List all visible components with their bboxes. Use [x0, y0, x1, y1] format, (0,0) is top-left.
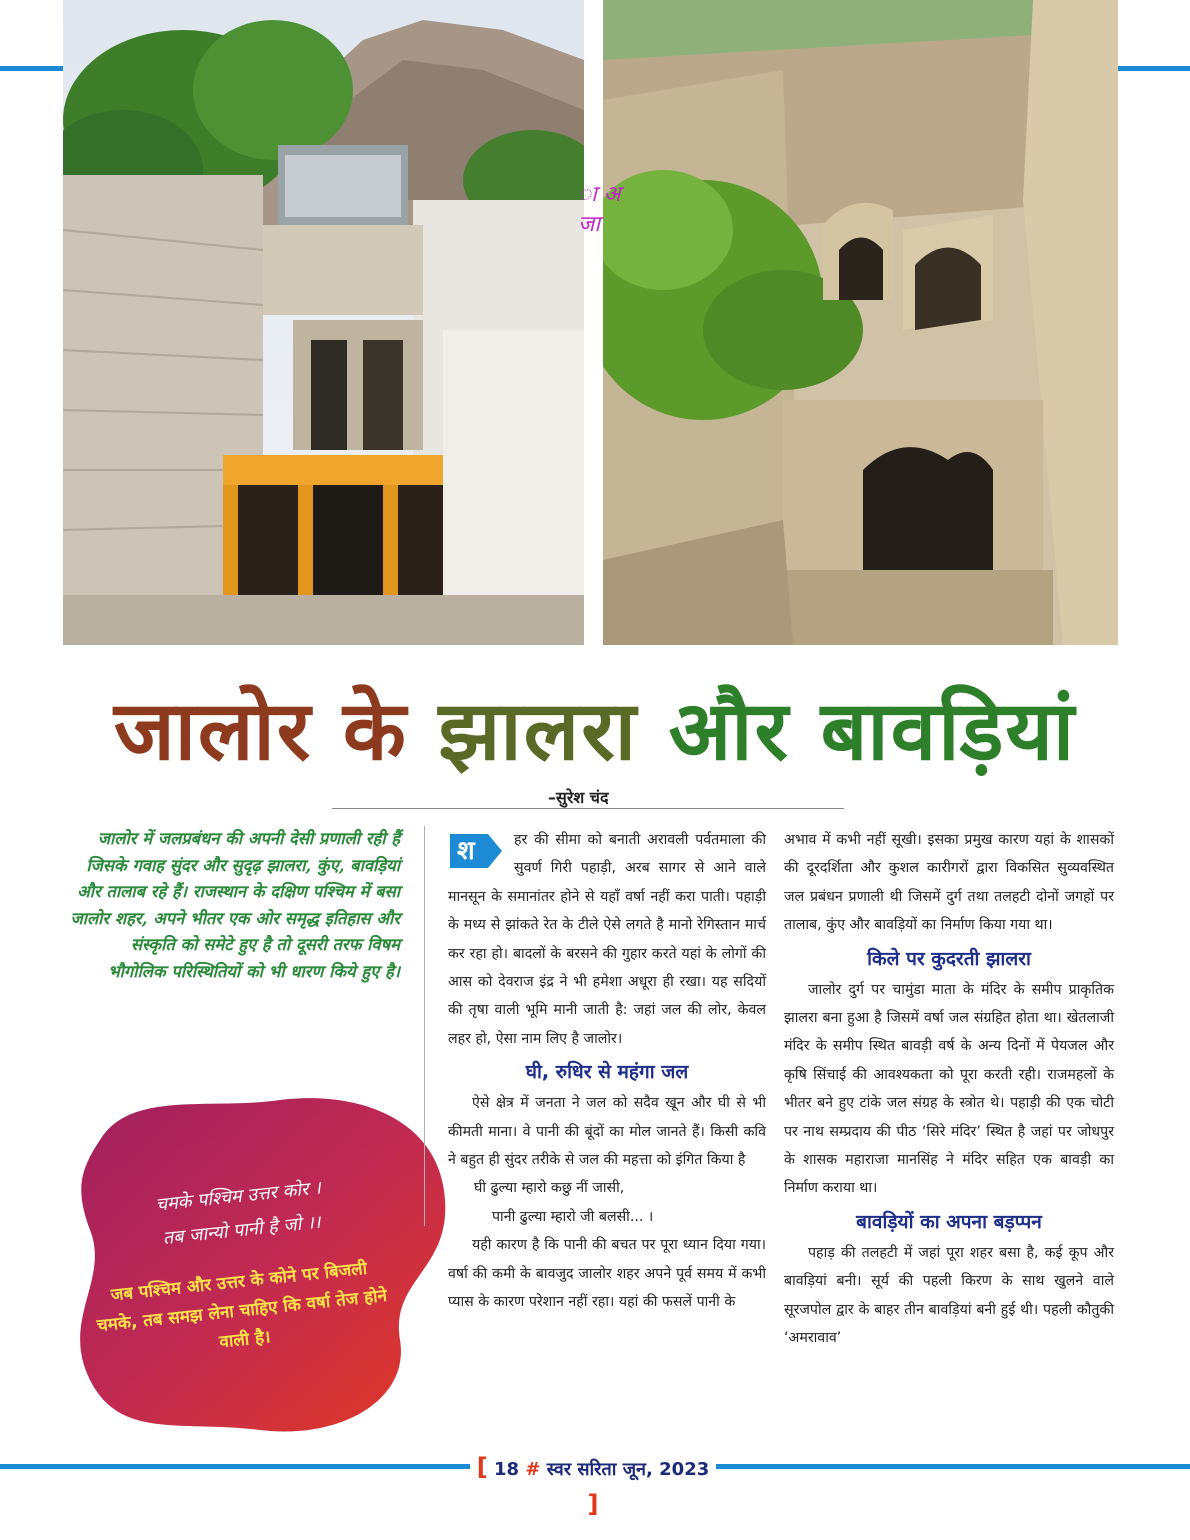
article-paragraph-5: जालोर दुर्ग पर चामुंडा माता के मंदिर के समीप प्राकृतिक झालरा बना हुआ है जिसमें वर्षा जल संग्रहित होता था। खेतलाजी मंदिर के समीप स्थित बावड़ी वर्ष के अन्य दिनों में पेयजल और कृषि सिंचाई की आवश्यकता को पूरा करती रही। राजमहलों के भीतर बने हुए टांके जल संग्रह के स्त्रोत थे। पहाड़ी की एक चोटी पर नाथ सम्प्रदाय की पीठ ‘सिरे मंदिर’ स्थित है जहां पर जोधपुर के शासक महाराजा मानसिंह ने मंदिर सहित एक बावड़ी का निर्माण कराया था। [784, 981, 1114, 1197]
subheading-stepwells: बावड़ियों का अपना बड़प्पन [856, 1210, 1042, 1233]
stepwell-photo-right [603, 0, 1118, 645]
subheading-fort-jhalra: किले पर कुदरती झालरा [867, 947, 1031, 970]
stepwell-photo-left [63, 0, 584, 645]
page-number: 18 [493, 1459, 520, 1480]
title-word-3: झालरा [438, 684, 639, 779]
article-paragraph-6: पहाड़ की तलहटी में जहां पूरा शहर बसा है, कई कूप और बावड़ियां बनी। सूर्य की पहली किरण के साथ खुलने वाले सूरजपोल द्वार के बाहर तीन बावड़ियां बनी हुई थी। पहली कौतुकी ‘अमरावाव’ [784, 1244, 1114, 1347]
footer-bracket-right: ] [587, 1490, 599, 1518]
article-column-middle [448, 826, 766, 1317]
footer-rule-right [716, 1464, 1190, 1469]
pull-quote-meaning: जब पश्चिम और उत्तर के कोने पर बिजली चमके, तब समझ लेना चाहिए कि वर्षा तेज होने वाली है। [95, 1258, 388, 1353]
magazine-issue: स्वर सरिता जून, 2023 [546, 1459, 710, 1480]
side-text-fragment [578, 180, 621, 240]
title-word-5: बावड़ियां [820, 684, 1077, 779]
top-rule-left [0, 66, 64, 71]
article-title [0, 672, 1190, 784]
footer-hash: # [525, 1459, 541, 1480]
byline-author: –सुरेश चंद [548, 788, 609, 807]
drop-cap-letter: श [457, 836, 475, 866]
drop-cap [448, 830, 504, 872]
page-footer [474, 1450, 712, 1518]
side-fragment-line1: ा अ [578, 182, 621, 207]
top-rule-right [1118, 66, 1190, 71]
verse-line-1: चमके पश्चिम उत्तर कोर । [154, 1177, 322, 1216]
side-fragment-line2: जा [578, 212, 601, 237]
title-word-1: जालोर [113, 684, 313, 779]
article-paragraph-2: ऐसे क्षेत्र में जनता ने जल को सदैव खून और घी से भी कीमती माना। वे पानी की बूंदों का मोल जानते हैं। किसी कवि ने बहुत ही सुंदर तरीके से जल की महत्ता को इंगित किया है [448, 1095, 766, 1169]
column-divider [424, 826, 425, 1226]
poem-line-2: पानी ढुल्या म्हारो जी बलसी... । [492, 1208, 654, 1225]
article-paragraph-3: यही कारण है कि पानी की बचत पर पूरा ध्यान दिया गया। वर्षा की कमी के बावजुद जालोर शहर अपने पूर्व समय में कभी प्यास के कारण परेशान नहीं रहा। यहां की फसलें पानी के [448, 1237, 766, 1311]
article-column-right [784, 826, 1114, 1353]
article-paragraph-1: हर की सीमा को बनाती अरावली पर्वतमाला की सुवर्ण गिरी पहाड़ी, अरब सागर से आने वाले मानसून के समानांतर होने से यहाँ वर्षा नहीं करा पाती। पहाड़ी के मध्य से झांकते रेत के टीले ऐसे लगते है मानो रेगिस्तान मार्च कर रहा हो। बादलों के बरसने की गुहार करते यहां के लोगों की आस को देवराज इंद्र ने भी हमेशा अधूरा ही रखा। यह सदियों की तृषा वाली भूमि मानी जाती है: जहां जल की लोर, केवल लहर हो, ऐसा नाम लिए है जालोर। [448, 832, 766, 1047]
article-paragraph-4: अभाव में कभी नहीं सूखी। इसका प्रमुख कारण यहां के शासकों की दूरदर्शिता और कुशल कारीगरों द्वारा विकसित सुव्यवस्थित जल प्रबंधन प्रणाली थी जिसमें दुर्ग तथा तलहटी दोनों जगहों पर तालाब, कुंए और बावड़ियों का निर्माण किया गया था। [784, 832, 1114, 934]
verse-line-2: तब जान्यो पानी है जो ।। [161, 1211, 322, 1250]
title-word-4: और [668, 684, 791, 779]
intro-paragraph: जालोर में जलप्रबंधन की अपनी देसी प्रणाली रही हैं जिसके गवाह सुंदर और सुदृढ़ झालरा, कुंए, बावड़ियां और तालाब रहे हैं। राजस्थान के दक्षिण पश्चिम में बसा जालोर शहर, अपने भीतर एक ओर समृद्ध इतिहास और संस्कृति को समेटे हुए है तो दूसरी तरफ विषम भौगोलिक परिस्थितियों को भी धारण किये हुए है। [70, 829, 400, 981]
poem-line-1: घी ढुल्या म्हारो कछु नीं जासी, [474, 1180, 625, 1197]
footer-rule-left [0, 1464, 470, 1469]
byline-divider [332, 808, 844, 809]
title-word-2: के [342, 684, 408, 779]
footer-bracket-left: [ [476, 1453, 488, 1481]
subheading-ghee-blood: घी, रुधिर से महंगा जल [525, 1061, 689, 1084]
